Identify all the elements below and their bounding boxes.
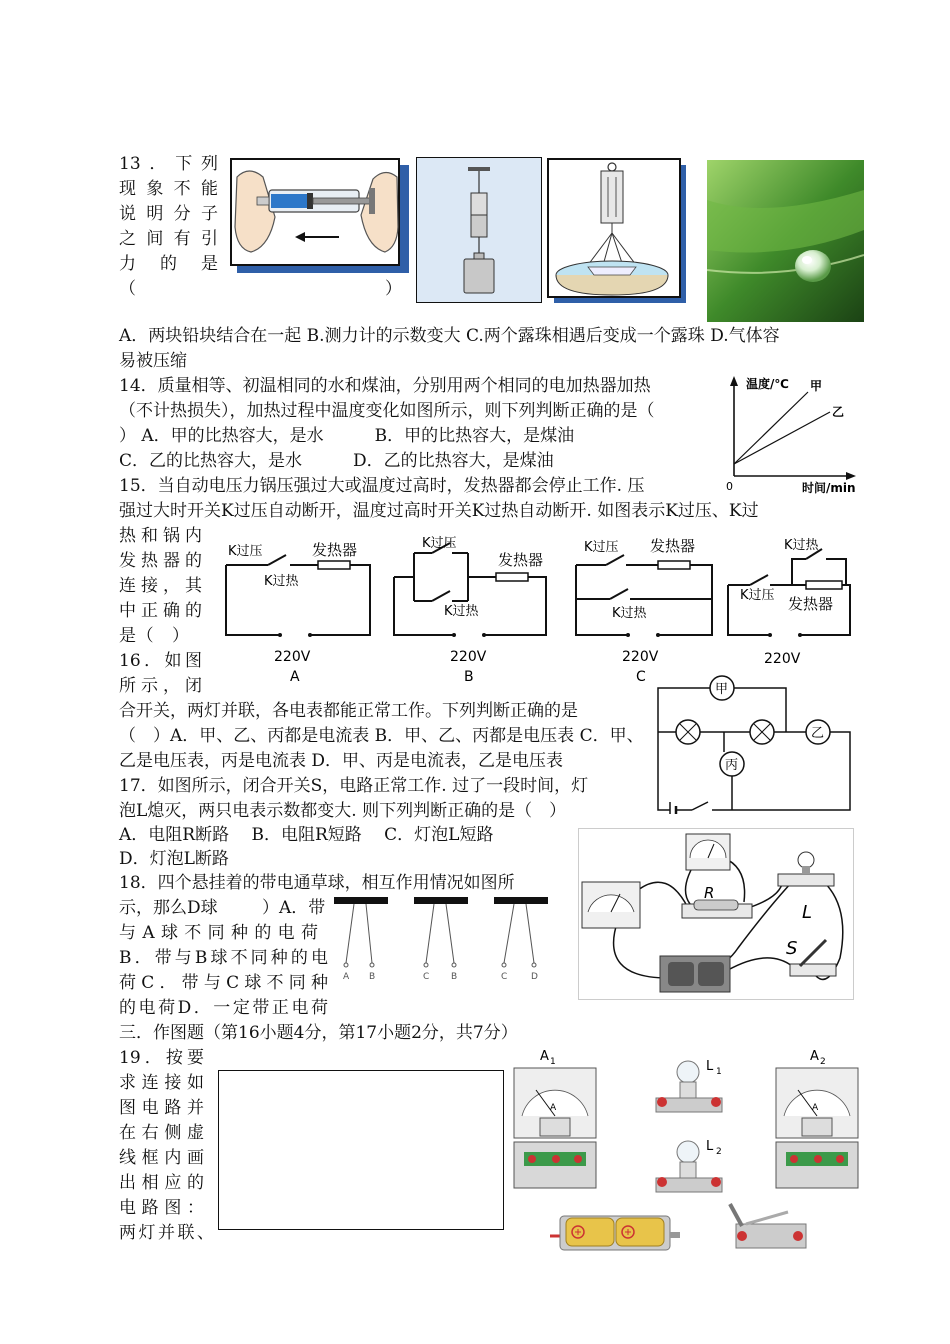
ball-label-b2: B bbox=[451, 972, 458, 982]
q17-line-2: 泡L熄灭，两只电表示数都变大. 则下列判断正确的是（ ） bbox=[119, 801, 567, 821]
circuit-b-letter: B bbox=[464, 669, 474, 685]
q13-paren-open: （ bbox=[119, 279, 136, 299]
circuit-c bbox=[570, 535, 720, 685]
knife-switch bbox=[724, 1198, 814, 1254]
ball-label-a: A bbox=[343, 972, 350, 982]
circuit-a-k2: K过热 bbox=[264, 574, 299, 589]
circuit-a bbox=[220, 535, 380, 685]
ball-label-c1: C bbox=[423, 972, 430, 982]
q19-narrow-1: 19．按要 bbox=[119, 1048, 204, 1068]
q15-line-2: 强过大时开关K过压自动断开，温度过高时开关K过热自动断开. 如图表示K过压、K过 bbox=[119, 501, 759, 521]
label-r: R bbox=[704, 884, 715, 902]
q14-line-3: ） A．甲的比热容大，是水 B．甲的比热容大，是煤油 bbox=[119, 426, 575, 446]
drawing-box[interactable] bbox=[218, 1070, 504, 1230]
q19-narrow-3: 图电路并 bbox=[119, 1098, 204, 1118]
q19-narrow-5: 线框内画 bbox=[119, 1148, 204, 1168]
meter-bing: 丙 bbox=[725, 758, 739, 773]
circuit-a-heater: 发热器 bbox=[312, 541, 358, 559]
q13-options-2: 易被压缩 bbox=[119, 351, 187, 371]
circuit-d-heater: 发热器 bbox=[788, 595, 834, 613]
q19-narrow-7: 电路图： bbox=[119, 1198, 204, 1218]
q13-stem-2: 现象不能 bbox=[119, 179, 218, 199]
circuit-b-voltage: 220V bbox=[450, 649, 487, 665]
q13-options-1: A．两块铅块结合在一起 B.测力计的示数变大 C.两个露珠相遇后变成一个露珠 D.气体容 bbox=[119, 326, 780, 346]
circuit-d bbox=[722, 535, 857, 685]
q18-narrow-2: B．带与B球不同种的电 bbox=[119, 948, 328, 968]
q14-line-1: 14．质量相等、初温相同的水和煤油，分别用两个相同的电加热器加热 bbox=[119, 376, 651, 396]
q17-line-1: 17．如图所示，闭合开关S，电路正常工作. 过了一段时间，灯 bbox=[119, 776, 589, 796]
q18-narrow-1: 与A球不同种的电荷 bbox=[119, 923, 318, 943]
syringe-figure bbox=[229, 157, 411, 275]
ball-label-b1: B bbox=[369, 972, 376, 982]
circuit-c-heater: 发热器 bbox=[650, 537, 696, 555]
q14-line-2: （不计热损失），加热过程中温度变化如图所示，则下列判断正确的是（ bbox=[119, 401, 655, 421]
circuit-c-k1: K过压 bbox=[584, 540, 619, 555]
q19-narrow-2: 求连接如 bbox=[119, 1073, 204, 1093]
lamp-l2 bbox=[650, 1136, 726, 1200]
a1-meter-letter: A bbox=[550, 1103, 557, 1113]
physical-circuit-figure bbox=[578, 828, 854, 1000]
circuit-c-letter: C bbox=[636, 669, 646, 685]
q18-narrow-3: 荷C．带与C球不同种 bbox=[119, 973, 328, 993]
circuit-b-k2: K过热 bbox=[444, 604, 479, 619]
q17-line-3: A．电阻R断路 B．电阻R短路 C．灯泡L短路 bbox=[119, 825, 494, 845]
meter-yi: 乙 bbox=[811, 726, 825, 741]
lead-blocks-figure bbox=[416, 157, 542, 303]
circuit-a-voltage: 220V bbox=[274, 649, 311, 665]
label-l: L bbox=[802, 902, 813, 923]
q19-narrow-4: 在右侧虚 bbox=[119, 1123, 204, 1143]
a1-label: A bbox=[540, 1049, 549, 1064]
q14-line-4: C．乙的比热容大，是水 D．乙的比热容大，是煤油 bbox=[119, 451, 554, 471]
meter-jia: 甲 bbox=[715, 682, 729, 697]
battery-holder bbox=[548, 1206, 684, 1256]
q15-narrow-1: 热和锅内 bbox=[119, 526, 202, 546]
l2-sub: 2 bbox=[716, 1147, 722, 1157]
graph-origin: 0 bbox=[726, 480, 733, 493]
q15-narrow-2: 发热器的 bbox=[119, 551, 202, 571]
l1-label: L bbox=[706, 1059, 714, 1074]
l2-label: L bbox=[706, 1139, 714, 1154]
q16-line-2: （ ）A．甲、乙、丙都是电流表 B．甲、乙、丙都是电压表 C．甲、 bbox=[119, 726, 644, 746]
q16-narrow-1: 16．如图 bbox=[119, 651, 202, 671]
parallel-circuit-figure bbox=[652, 672, 857, 814]
a1-sub: 1 bbox=[550, 1057, 556, 1067]
circuit-d-k2: K过压 bbox=[740, 588, 775, 603]
circuit-c-k2: K过热 bbox=[612, 606, 647, 621]
q19-narrow-6: 出相应的 bbox=[119, 1173, 204, 1193]
circuit-d-k1: K过热 bbox=[784, 538, 819, 553]
q16-line-3: 乙是电压表，丙是电流表 D．甲、丙是电流表，乙是电压表 bbox=[119, 751, 564, 771]
q15-narrow-4: 中正确的 bbox=[119, 601, 202, 621]
circuit-b bbox=[388, 535, 553, 685]
q18-line-2a: 示，那么D球 bbox=[119, 898, 218, 918]
q18-narrow-4: 的电荷D．一定带正电荷 bbox=[119, 998, 328, 1018]
spring-scale-figure bbox=[546, 157, 686, 303]
ball-label-c2: C bbox=[501, 972, 508, 982]
circuit-a-letter: A bbox=[290, 669, 300, 685]
q15-line-1: 15．当自动电压力锅压强过大或温度过高时，发热器都会停止工作. 压 bbox=[119, 476, 645, 496]
charged-balls-figure bbox=[332, 893, 550, 985]
ammeter-a2 bbox=[772, 1046, 862, 1192]
circuit-d-voltage: 220V bbox=[764, 651, 801, 667]
lamp-l1 bbox=[650, 1056, 726, 1120]
q18-line-2b: ）A．带 bbox=[262, 898, 326, 918]
q13-stem-5: 力的是 bbox=[119, 254, 218, 274]
circuit-b-heater: 发热器 bbox=[498, 551, 544, 569]
q16-line-1: 合开关，两灯并联，各电表都能正常工作。下列判断正确的是 bbox=[119, 701, 578, 721]
q17-line-4: D．灯泡L断路 bbox=[119, 849, 229, 869]
a2-label: A bbox=[810, 1049, 819, 1064]
temperature-time-graph bbox=[722, 372, 862, 494]
circuit-a-k1: K过压 bbox=[228, 544, 263, 559]
circuit-b-k1: K过压 bbox=[422, 536, 457, 551]
graph-xlabel: 时间/min bbox=[802, 481, 856, 494]
ammeter-a1 bbox=[510, 1046, 600, 1192]
l1-sub: 1 bbox=[716, 1067, 722, 1077]
q13-paren-close: ） bbox=[385, 279, 402, 299]
q19-narrow-8: 两灯并联、 bbox=[119, 1223, 214, 1243]
q13-stem-4: 之间有引 bbox=[119, 229, 218, 249]
q16-narrow-2: 所示，闭 bbox=[119, 676, 202, 696]
a2-meter-letter: A bbox=[812, 1103, 819, 1113]
dew-drop-photo bbox=[707, 160, 864, 322]
q13-stem-3: 说明分子 bbox=[119, 204, 218, 224]
q15-narrow-3: 连接，其 bbox=[119, 576, 202, 596]
section3-heading: 三．作图题（第16小题4分，第17小题2分，共7分） bbox=[119, 1023, 518, 1043]
graph-ylabel: 温度/℃ bbox=[746, 377, 789, 391]
q15-narrow-5: 是（ ） bbox=[119, 626, 189, 646]
graph-series-a: 甲 bbox=[810, 379, 823, 393]
circuit-c-voltage: 220V bbox=[622, 649, 659, 665]
label-s: S bbox=[786, 938, 798, 959]
q18-line-1: 18．四个悬挂着的带电通草球，相互作用情况如图所 bbox=[119, 873, 515, 893]
a2-sub: 2 bbox=[820, 1057, 826, 1067]
ball-label-d: D bbox=[531, 972, 538, 982]
graph-series-b: 乙 bbox=[832, 405, 845, 419]
q13-stem-1: 13．下列 bbox=[119, 154, 218, 174]
